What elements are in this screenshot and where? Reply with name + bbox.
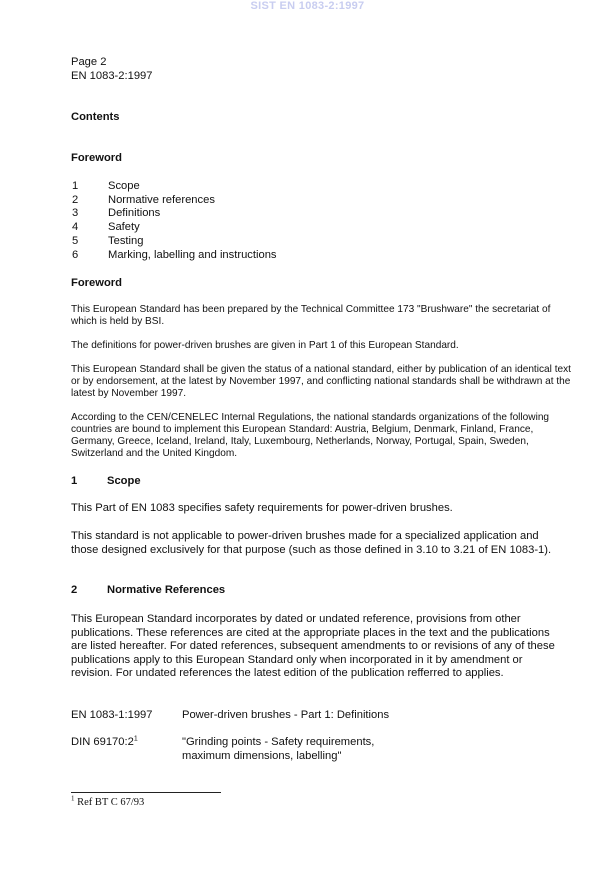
toc-item-label: Normative references [108, 194, 215, 206]
page-number: Page 2 [71, 56, 107, 68]
normative-title: Normative References [107, 584, 226, 596]
normative-paragraph: This European Standard incorporates by dated or undated reference, provisions from other publications. These references are cited at the appropriate places in the text and the publications are listed hereafter. For dated references, subsequent amendments to or revisions of any of these publications apply to this European Standard only when incorporated in it by amendment or revision. For undated references the latest edition of the publication refferred to applies. [71, 613, 555, 680]
scope-paragraph-1: This Part of EN 1083 specifies safety requirements for power-driven brushes. [71, 502, 453, 514]
foreword-heading: Foreword [71, 277, 122, 289]
toc-item-number: 1 [72, 180, 79, 192]
reference-code-text: DIN 69170:2 [71, 736, 134, 748]
foreword-toc-heading: Foreword [71, 152, 122, 164]
reference-description: "Grinding points - Safety requirements, maximum dimensions, labelling" [182, 736, 375, 762]
foreword-paragraph-2: The definitions for power-driven brushes are given in Part 1 of this European Standard. [71, 340, 459, 351]
scope-paragraph-2: This standard is not applicable to power-driven brushes made for a specialized application and those designed exclusively for that purpose (such as those defined in 3.10 to 3.21 of EN 1083-1). [71, 530, 552, 556]
foreword-paragraph-4: According to the CEN/CENELEC Internal Regulations, the national standards organizations of the following countries are bound to implement this European Standard: Austria, Belgium, Denmark, Finland, France, Germany, Greece, Iceland, Ireland, Italy, Luxembourg, Netherlands, Norway, Portugal, Spain, Sweden, Switzerland and the United Kingdom. [71, 412, 550, 459]
reference-description: Power-driven brushes - Part 1: Definitions [182, 709, 390, 721]
toc-item-label: Definitions [108, 207, 161, 219]
scope-number: 1 [71, 475, 78, 487]
normative-number: 2 [71, 584, 78, 596]
reference-code [71, 736, 138, 748]
toc-item-label: Scope [108, 180, 140, 192]
footnote-marker[interactable]: 1 [133, 735, 138, 743]
toc-item-label: Safety [108, 221, 140, 233]
contents-heading: Contents [71, 111, 120, 123]
watermark: SIST EN 1083-2:1997 [250, 0, 365, 12]
foreword-paragraph-1: This European Standard has been prepared by the Technical Committee 173 "Brushware" the secretariat of which is held by BSI. [71, 304, 551, 327]
toc-item-number: 3 [72, 207, 79, 219]
footnote-divider [71, 792, 221, 793]
footnote [71, 794, 145, 808]
toc-item-number: 5 [72, 235, 79, 247]
toc-item-label: Marking, labelling and instructions [108, 249, 277, 261]
footnote-mark: 1 [71, 794, 75, 803]
toc-item-number: 6 [72, 249, 79, 261]
toc-item-label: Testing [108, 235, 144, 247]
document-id: EN 1083-2:1997 [71, 70, 153, 82]
reference-code: EN 1083-1:1997 [71, 709, 153, 721]
foreword-paragraph-3: This European Standard shall be given the status of a national standard, either by publication of an identical text or by endorsement, at the latest by November 1997, and conflicting national standards shall be withdrawn at the latest by November 1997. [71, 364, 571, 399]
scope-title: Scope [107, 475, 141, 487]
toc-item-number: 2 [72, 194, 79, 206]
footnote-text: Ref BT C 67/93 [77, 797, 145, 808]
toc-item-number: 4 [72, 221, 79, 233]
